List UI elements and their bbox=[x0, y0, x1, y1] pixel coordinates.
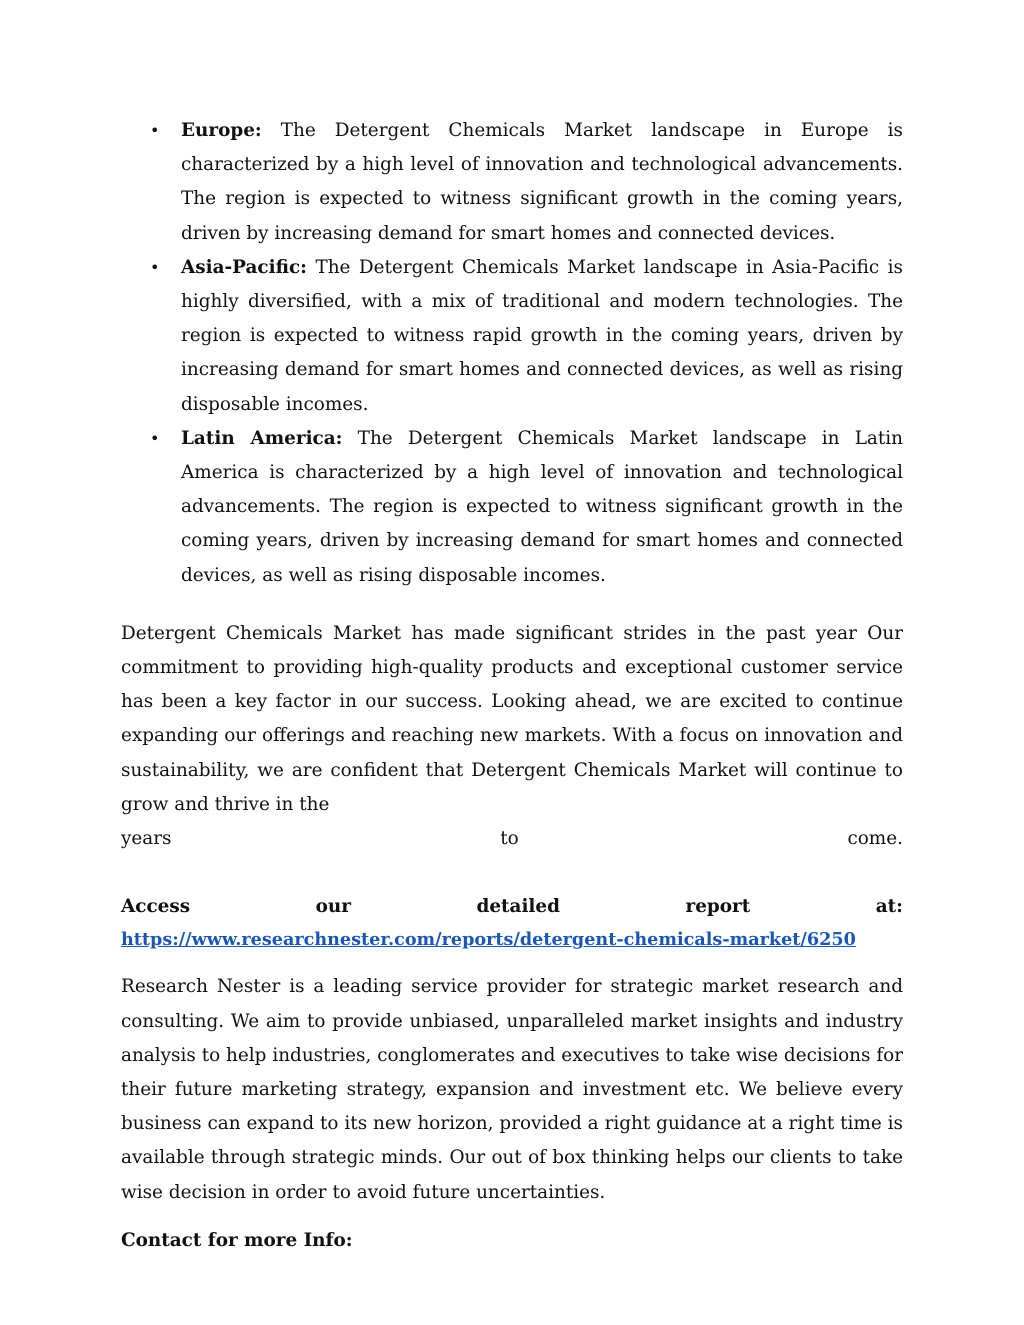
list-item-europe bbox=[121, 114, 903, 251]
region-description: The Detergent Chemicals Market landscape in Asia-Pacific is highly diversified, with a mix of traditional and modern technologies. The region is expected to witness rapid growth in the coming years, driven by increasing demand for smart homes and connected devices, as well as rising disposable incomes. bbox=[181, 256, 903, 415]
bullet-icon: • bbox=[150, 121, 160, 140]
contact-heading: Contact for more Info: bbox=[121, 1229, 353, 1251]
list-item-latin-america bbox=[121, 422, 903, 593]
last-line-word: come. bbox=[847, 828, 903, 850]
region-description: The Detergent Chemicals Market landscape in Europe is characterized by a high level of innovation and technological advancements. The region is expected to witness significant growth in the coming years, driven by increasing demand for smart homes and connected devices. bbox=[181, 120, 903, 244]
access-word: at: bbox=[875, 896, 903, 918]
access-word: Access bbox=[121, 896, 191, 918]
last-line-word: to bbox=[500, 828, 519, 850]
region-name: Latin America: bbox=[181, 427, 343, 449]
region-description: The Detergent Chemicals Market landscape in Latin America is characterized by a high level of innovation and technological advancements. The region is expected to witness significant growth in the coming years, driven by increasing demand for smart homes and connected devices, as well as rising disposable incomes. bbox=[181, 427, 903, 586]
strides-paragraph-body: Detergent Chemicals Market has made significant strides in the past year Our commitment to providing high-quality products and exceptional customer service has been a key factor in our success. Looking ahead, we are excited to continue expanding our offerings and reaching new markets. With a focus on innovation and sustainability, we are confident that Detergent Chemicals Market will continue to grow and thrive in the bbox=[121, 622, 903, 815]
bullet-icon: • bbox=[150, 428, 160, 448]
region-name: Asia-Pacific: bbox=[181, 256, 307, 278]
list-item-asia-pacific bbox=[121, 251, 903, 422]
about-paragraph: Research Nester is a leading service provider for strategic market research and consulting. We aim to provide unbiased, unparalleled market insights and industry analysis to help industries, conglomerates and executives to take wise decisions for their future marketing strategy, expansion and investment etc. We believe every business can expand to its new horizon, provided a right guidance at a right time is available through strategic minds. Our out of box thinking helps our clients to take wise decision in order to avoid future uncertainties. bbox=[121, 976, 903, 1203]
bullet-icon: • bbox=[150, 257, 160, 277]
last-line-word: years bbox=[121, 828, 172, 850]
region-name: Europe: bbox=[181, 120, 262, 141]
access-word: detailed bbox=[476, 896, 560, 918]
report-link[interactable]: https://www.researchnester.com/reports/detergent-chemicals-market/6250 bbox=[121, 929, 856, 951]
strides-paragraph bbox=[121, 617, 903, 856]
access-report-line bbox=[121, 890, 903, 924]
document-page bbox=[121, 114, 903, 1258]
access-word: our bbox=[315, 896, 351, 918]
region-list bbox=[121, 114, 903, 593]
strides-paragraph-last-line bbox=[121, 822, 903, 856]
access-word: report bbox=[685, 896, 751, 918]
